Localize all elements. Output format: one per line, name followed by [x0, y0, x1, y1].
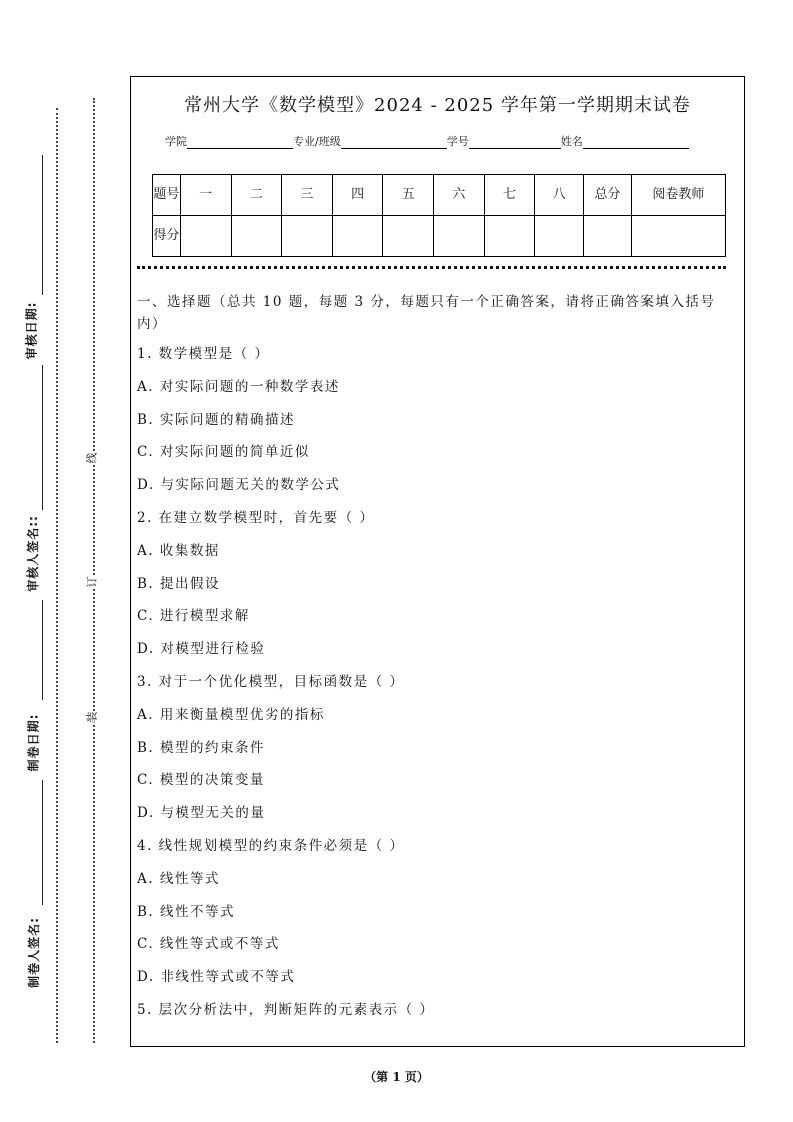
- score-table-cell: 一: [180, 175, 231, 216]
- student-info-row: [165, 133, 689, 149]
- page-number: （第 1 页）: [364, 1070, 429, 1084]
- score-table-cell: 三: [282, 175, 333, 216]
- score-entry-cell[interactable]: [282, 216, 333, 257]
- maker-sign-label: 制卷人签名:: [26, 917, 41, 988]
- cut-char-zhuang: 装: [82, 712, 102, 723]
- question-stem: 1. 数学模型是（ ）: [137, 346, 270, 362]
- review-date-line: [42, 155, 43, 295]
- question-option: B. 线性不等式: [137, 903, 236, 920]
- score-entry-cell[interactable]: [535, 216, 584, 257]
- question-option: C. 对实际问题的简单近似: [137, 444, 310, 461]
- college-field[interactable]: [187, 136, 293, 149]
- question-option: B. 实际问题的精确描述: [137, 411, 296, 428]
- question-option: C. 线性等式或不等式: [137, 936, 280, 953]
- name-label: 姓名: [560, 135, 583, 148]
- question-option: C. 进行模型求解: [137, 608, 250, 625]
- question-option: D. 与实际问题无关的数学公式: [137, 477, 341, 494]
- score-entry-cell[interactable]: [484, 216, 535, 257]
- question-stem: 5. 层次分析法中，判断矩阵的元素表示（ ）: [137, 1001, 435, 1018]
- college-label: 学院: [165, 135, 187, 148]
- score-table-cell: 题号: [153, 175, 181, 216]
- score-entry-cell[interactable]: [434, 216, 485, 257]
- score-table-cell: 阅卷教师: [631, 175, 725, 216]
- question-option: A. 用来衡量模型优劣的指标: [137, 706, 325, 723]
- reviewer-sign-line: [42, 365, 43, 510]
- score-table-cell: 二: [231, 175, 282, 216]
- question-option: C. 模型的决策变量: [137, 772, 265, 789]
- score-table-header-row: [153, 175, 726, 216]
- score-table-cell: 七: [484, 175, 535, 216]
- cut-char-xian: 线: [82, 453, 102, 464]
- reviewer-sign-label: 审核人签名::: [25, 515, 40, 592]
- score-entry-cell[interactable]: [383, 216, 434, 257]
- question-stem: 2. 在建立数学模型时，首先要（ ）: [137, 509, 375, 526]
- question-option: D. 与模型无关的量: [137, 805, 266, 822]
- question-option: A. 收集数据: [137, 542, 220, 559]
- binding-dotted-line: [56, 108, 58, 1043]
- score-entry-cell[interactable]: [180, 216, 231, 257]
- section-divider: [137, 266, 726, 269]
- exam-frame: [130, 76, 745, 1047]
- question-option: D. 对模型进行检验: [137, 641, 266, 658]
- maker-sign-line: [42, 780, 43, 905]
- score-entry-cell[interactable]: [631, 216, 725, 257]
- score-table: [152, 174, 726, 257]
- exam-title: 常州大学《数学模型》2024 - 2025 学年第一学期期末试卷: [184, 95, 691, 116]
- student-id-field[interactable]: [469, 136, 561, 149]
- cut-dotted-line: [93, 98, 95, 1043]
- question-option: D. 非线性等式或不等式: [137, 969, 296, 986]
- section-heading: 一、选择题（总共 10 题，每题 3 分，每题只有一个正确答案，请将正确答案填入括号内）: [137, 294, 716, 332]
- question-option: B. 提出假设: [137, 575, 221, 592]
- cut-char-ding: 订: [82, 577, 102, 588]
- major-field[interactable]: [341, 136, 447, 149]
- student-id-label: 学号: [446, 135, 469, 148]
- score-table-cell: 总分: [584, 175, 632, 216]
- name-field[interactable]: [583, 136, 689, 149]
- score-table-cell: 得分: [153, 216, 181, 257]
- score-table-score-row: [153, 216, 726, 257]
- score-entry-cell[interactable]: [231, 216, 282, 257]
- review-date-label: 审核日期:: [24, 301, 39, 360]
- score-table-cell: 五: [383, 175, 434, 216]
- score-entry-cell[interactable]: [332, 216, 383, 257]
- question-option: A. 线性等式: [137, 870, 220, 887]
- question-stem: 3. 对于一个优化模型，目标函数是（ ）: [137, 673, 405, 690]
- score-table-cell: 八: [535, 175, 584, 216]
- major-label: 专业/班级: [293, 135, 341, 148]
- score-entry-cell[interactable]: [584, 216, 632, 257]
- exam-content: [137, 291, 734, 1032]
- question-stem: 4. 线性规划模型的约束条件必须是（ ）: [137, 837, 405, 854]
- question-option: B. 模型的约束条件: [137, 739, 266, 756]
- make-date-line: [42, 600, 43, 700]
- question-option: A. 对实际问题的一种数学表述: [137, 378, 340, 395]
- make-date-label: 制卷日期:: [26, 713, 41, 772]
- score-table-cell: 四: [332, 175, 383, 216]
- score-table-cell: 六: [434, 175, 485, 216]
